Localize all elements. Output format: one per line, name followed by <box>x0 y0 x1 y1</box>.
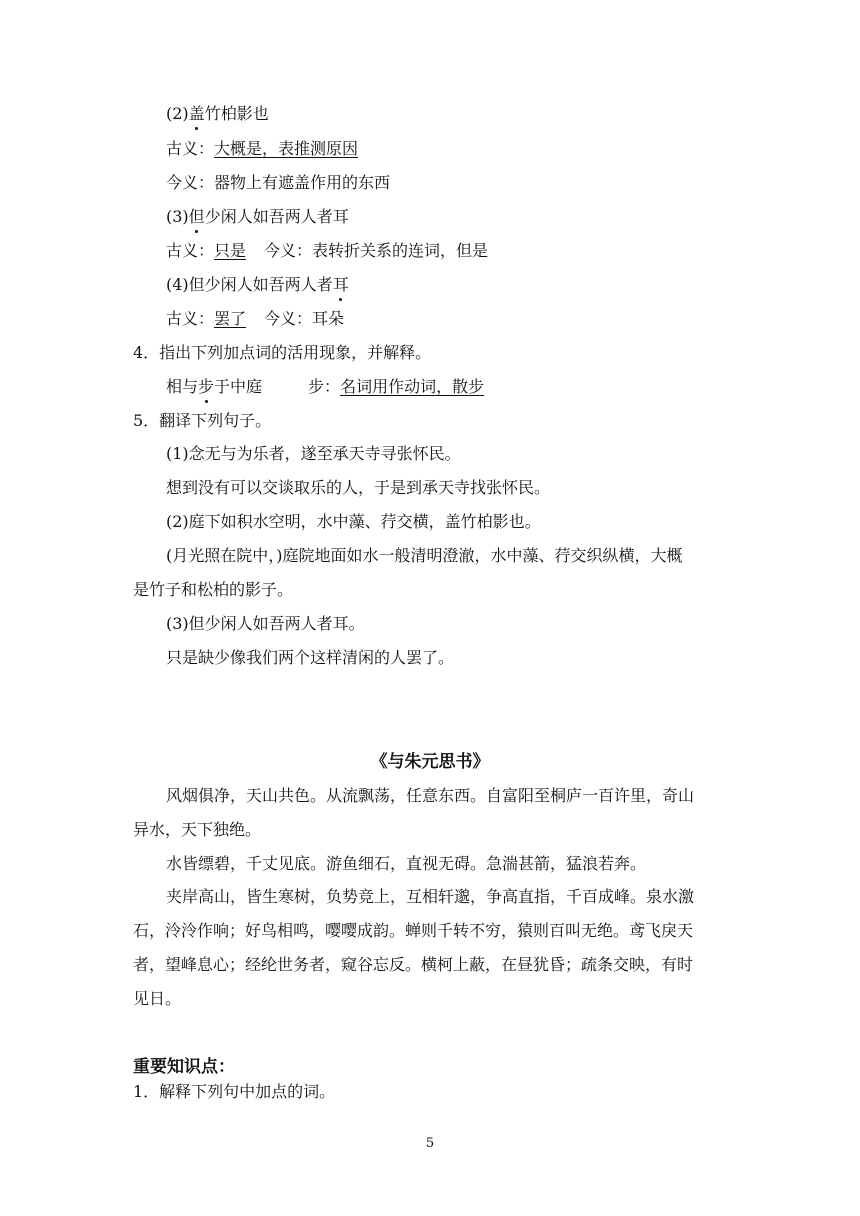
knowledge-item-1: 1．解释下列句中加点的词。 <box>133 1082 336 1101</box>
translation-3: 只是缺少像我们两个这样清闲的人罢了。 <box>166 648 455 667</box>
meaning-label: 古义： <box>166 139 215 158</box>
translate-sentence-2: (2)庭下如积水空明，水中藻、荇交横，盖竹柏影也。 <box>166 512 541 531</box>
essay-paragraph-2: 水皆缥碧，千丈见底。游鱼细石，直视无碍。急湍甚箭，猛浪若奔。 <box>166 854 647 873</box>
translation-2-line-1: (月光照在院中，)庭院地面如水一般清明澄澈，水中藻、荇交织纵横，大概 <box>166 546 683 565</box>
item-2-modern-meaning: 今义：器物上有遮盖作用的东西 <box>166 173 391 192</box>
section-4-sentence <box>166 376 484 398</box>
ancient-meaning-answer: 只是 <box>214 241 247 260</box>
item-4-meanings <box>166 308 344 330</box>
dotted-word: 盖 <box>188 104 205 123</box>
answer-text: 名词用作动词，散步 <box>340 377 485 396</box>
meaning-label: 古义： <box>166 309 215 328</box>
essay-paragraph-3-line-3: 者，望峰息心；经纶世务者，窥谷忘反。横柯上蔽，在昼犹昏；疏条交映，有时 <box>133 955 694 974</box>
item-3-meanings <box>166 240 488 262</box>
essay-title: 《与朱元思书》 <box>370 752 490 772</box>
translate-sentence-1: (1)念无与为乐者，遂至承天寺寻张怀民。 <box>166 444 461 463</box>
essay-paragraph-3-line-1: 夹岸高山，皆生寒树，负势竞上，互相轩邈，争高直指，千百成峰。泉水激 <box>166 887 695 906</box>
item-2-ancient-meaning <box>166 138 358 160</box>
answer-label: 步： <box>308 377 341 396</box>
section-5-heading: 5．翻译下列句子。 <box>133 411 272 430</box>
essay-paragraph-1-line-2: 异水，天下独绝。 <box>133 820 262 839</box>
item-2-sentence <box>166 103 269 125</box>
dotted-word: 步 <box>198 377 215 396</box>
section-4-heading: 4．指出下列加点词的活用现象，并解释。 <box>133 343 432 362</box>
knowledge-heading: 重要知识点： <box>133 1057 235 1077</box>
item-label: (2) <box>166 104 189 123</box>
sentence-text: 少闲人如吾两人者耳 <box>204 207 349 226</box>
modern-meaning: 今义：表转折关系的连词，但是 <box>264 241 489 260</box>
sentence-text: 但少闲人如吾两人者 <box>188 275 333 294</box>
dotted-word: 但 <box>188 207 205 226</box>
item-3-sentence <box>166 206 349 228</box>
meaning-label: 古义： <box>166 241 215 260</box>
translation-1: 想到没有可以交谈取乐的人，于是到承天寺找张怀民。 <box>166 478 551 497</box>
sentence-text: 于中庭 <box>214 377 263 396</box>
sentence-text: 竹柏影也 <box>204 104 269 123</box>
translate-sentence-3: (3)但少闲人如吾两人者耳。 <box>166 614 365 633</box>
item-4-sentence <box>166 274 349 296</box>
page-number: 5 <box>425 1136 435 1151</box>
ancient-meaning-answer: 罢了 <box>214 309 247 328</box>
item-label: (3) <box>166 207 189 226</box>
sentence-text: 相与 <box>166 377 199 396</box>
essay-paragraph-3-line-4: 见日。 <box>133 989 182 1008</box>
translation-2-line-2: 是竹子和松柏的影子。 <box>133 580 294 599</box>
item-label: (4) <box>166 275 189 294</box>
dotted-word: 耳 <box>332 275 349 294</box>
modern-meaning: 今义：耳朵 <box>264 309 345 328</box>
ancient-meaning-answer: 大概是，表推测原因 <box>214 139 359 158</box>
essay-paragraph-3-line-2: 石，泠泠作响；好鸟相鸣，嘤嘤成韵。蝉则千转不穷，猿则百叫无绝。鸢飞戾天 <box>133 921 694 940</box>
essay-paragraph-1-line-1: 风烟俱净，天山共色。从流飘荡，任意东西。自富阳至桐庐一百许里，奇山 <box>166 786 695 805</box>
